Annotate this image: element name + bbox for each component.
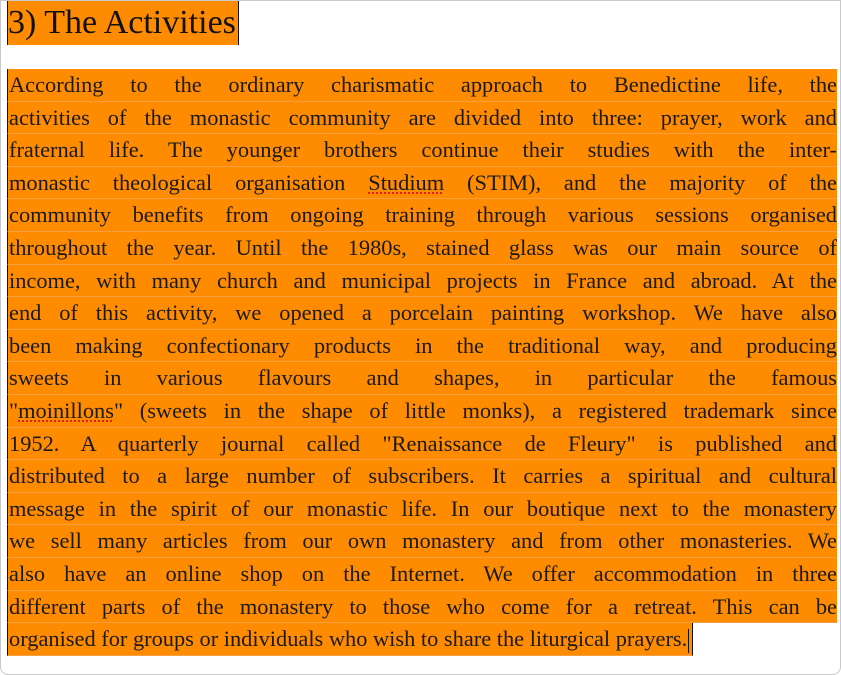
text-line: we sell many articles from our own monastery and from other monasteries. We [7,525,837,558]
text-line: throughout the year. Until the 1980s, stained glass was our main source of [7,232,837,265]
text-line: monastic theological organisation Studium (STIM), and the majority of the [7,167,837,200]
body-paragraph[interactable] [7,69,837,665]
text-cursor [688,629,689,653]
text-line: sweets in various flavours and shapes, in particular the famous [7,362,837,395]
section-heading[interactable]: 3) The Activities [7,1,239,45]
text-line: message in the spirit of our monastic life. In our boutique next to the monastery [7,493,837,526]
text-line: community benefits from ongoing training through various sessions organised [7,199,837,232]
misspelled-word[interactable]: moinillons [18,397,114,423]
text-line: also have an online shop on the Internet. We offer accommodation in three [7,558,837,591]
text-line: distributed to a large number of subscribers. It carries a spiritual and cultural [7,460,837,493]
text-line: been making confectionary products in the traditional way, and producing [7,330,837,363]
text-line: fraternal life. The younger brothers continue their studies with the inter- [7,134,837,167]
text-line: end of this activity, we opened a porcelain painting workshop. We have also [7,297,837,330]
text-line: organised for groups or individuals who wish to share the liturgical prayers. [7,623,693,656]
text-line: activities of the monastic community are divided into three: prayer, work and [7,102,837,135]
text-line: According to the ordinary charismatic approach to Benedictine life, the [7,69,837,102]
text-line: different parts of the monastery to those who come for a retreat. This can be [7,591,837,624]
misspelled-word[interactable]: Studium [368,169,445,195]
text-line: 1952. A quarterly journal called "Renaissance de Fleury" is published and [7,428,837,461]
text-line: income, with many church and municipal projects in France and abroad. At the [7,265,837,298]
text-line: "moinillons" (sweets in the shape of little monks), a registered trademark since [7,395,837,428]
